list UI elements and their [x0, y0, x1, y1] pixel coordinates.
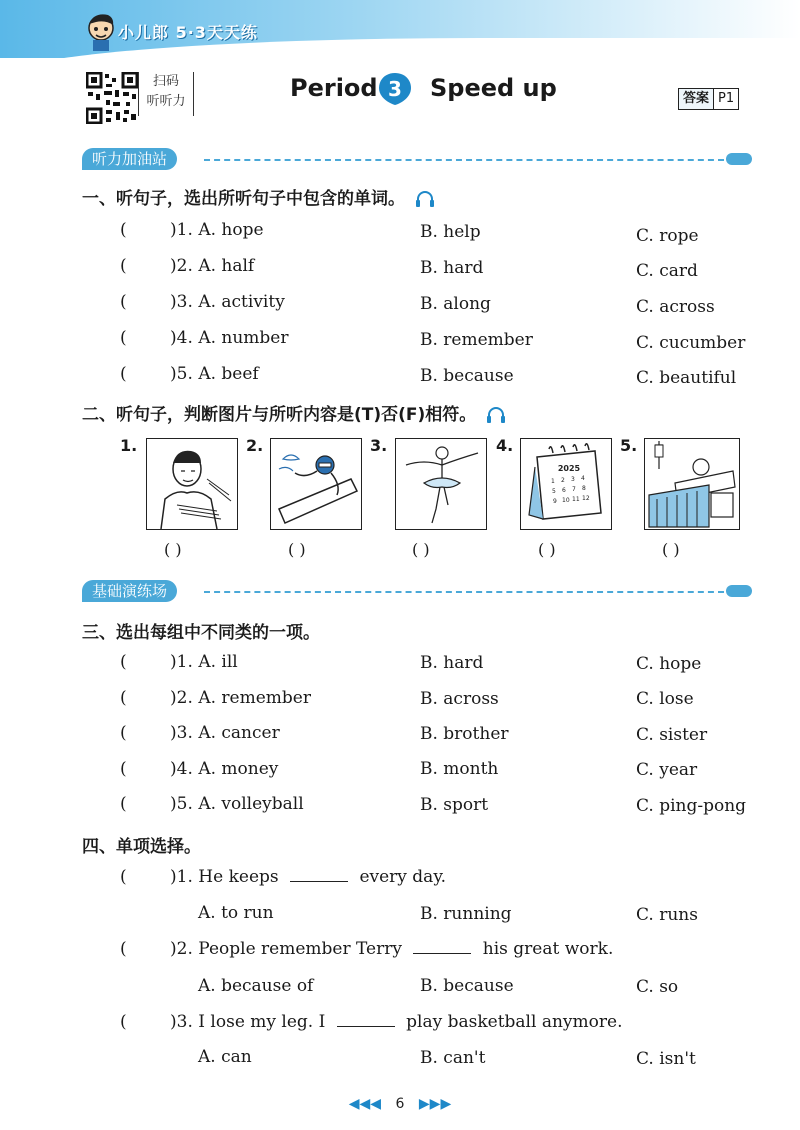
- svg-text:1: 1: [551, 478, 555, 485]
- answer-label: 答案: [679, 89, 714, 109]
- option-c: C. year: [636, 760, 698, 780]
- question-text-start: )1. He keeps: [170, 867, 279, 887]
- part3-row-1: [120, 652, 238, 672]
- picture-man-weaving: [146, 438, 238, 530]
- option-c: C. ping-pong: [636, 796, 747, 816]
- answer-paren[interactable]: (: [120, 220, 127, 240]
- period-number-badge: [378, 72, 412, 106]
- section-label-listening: 听力加油站: [82, 148, 177, 170]
- part1-row-2: [120, 256, 254, 276]
- part3-title: 三、选出每组中不同类的一项。: [82, 623, 320, 643]
- question-text-end: every day.: [359, 867, 447, 887]
- headphones-icon[interactable]: [486, 406, 506, 424]
- answer-tag[interactable]: [678, 88, 739, 110]
- picture-number: 3.: [370, 436, 388, 455]
- svg-text:11: 11: [572, 496, 580, 503]
- picture-swimmer: [270, 438, 362, 530]
- answer-paren[interactable]: (: [120, 867, 127, 887]
- question-text-start: )2. People remember Terry: [170, 939, 402, 959]
- picture-patient-in-bed: [644, 438, 740, 530]
- picture-calendar: [520, 438, 612, 530]
- option-c: C. runs: [636, 905, 698, 925]
- picture-number: 1.: [120, 436, 138, 455]
- part1-row-4: [120, 328, 288, 348]
- item-number: )3.: [170, 723, 193, 743]
- qr-label-line1: 扫码: [152, 74, 179, 89]
- judge-answer-box[interactable]: ( ): [164, 540, 182, 559]
- page-title-right: Speed up: [430, 74, 557, 102]
- svg-text:9: 9: [553, 498, 557, 505]
- part2-title: [82, 400, 506, 425]
- item-number: )1.: [170, 220, 193, 240]
- answer-paren[interactable]: (: [120, 256, 127, 276]
- svg-text:8: 8: [582, 485, 586, 492]
- headphones-icon[interactable]: [415, 190, 435, 208]
- question-text-end: play basketball anymore.: [406, 1012, 623, 1032]
- option-c: C. lose: [636, 689, 694, 709]
- answer-paren[interactable]: (: [120, 759, 127, 779]
- option-b: B. brother: [420, 724, 509, 744]
- part2-title-text: 二、听句子，判断图片与所听内容是(T)否(F)相符。: [82, 405, 477, 425]
- picture-number: 2.: [246, 436, 264, 455]
- option-b: B. hard: [420, 653, 484, 673]
- option-a: A. number: [198, 328, 289, 348]
- option-c: C. sister: [636, 725, 708, 745]
- option-c: C. so: [636, 977, 679, 997]
- svg-text:7: 7: [572, 486, 576, 493]
- option-c: C. across: [636, 297, 715, 317]
- blank-line[interactable]: [413, 953, 471, 954]
- option-b: B. can't: [420, 1048, 486, 1068]
- section-banner-listening: [82, 148, 752, 172]
- svg-text:10: 10: [562, 497, 570, 504]
- option-a: A. money: [198, 759, 279, 779]
- banner-dash: [204, 591, 724, 593]
- part1-row-3: [120, 292, 285, 312]
- picture-ballet-dancer: [395, 438, 487, 530]
- option-a: A. activity: [198, 292, 285, 312]
- option-b: B. hard: [420, 258, 484, 278]
- option-c: C. beautiful: [636, 368, 737, 388]
- option-b: B. sport: [420, 795, 489, 815]
- part4-question-1: [120, 867, 446, 887]
- banner-dash: [204, 159, 724, 161]
- page-footer: [0, 1096, 800, 1112]
- option-c: C. cucumber: [636, 333, 746, 353]
- part3-row-4: [120, 759, 278, 779]
- next-arrows-icon: ▶▶▶: [418, 1096, 452, 1112]
- judge-answer-box[interactable]: ( ): [538, 540, 556, 559]
- item-number: )2.: [170, 256, 193, 276]
- part4-question-3: [120, 1012, 622, 1032]
- picture-number: 4.: [496, 436, 514, 455]
- option-a: A. because of: [198, 976, 314, 996]
- page-number: 6: [395, 1096, 405, 1112]
- qr-label: [138, 72, 194, 116]
- option-c: C. rope: [636, 226, 699, 246]
- answer-paren[interactable]: (: [120, 1012, 127, 1032]
- pencil-icon: [726, 585, 752, 597]
- item-number: )5.: [170, 364, 193, 384]
- option-c: C. card: [636, 261, 698, 281]
- qr-code-icon[interactable]: [86, 72, 138, 124]
- section-label-basics: 基础演练场: [82, 580, 177, 602]
- option-b: B. because: [420, 976, 514, 996]
- question-text-end: his great work.: [482, 939, 614, 959]
- answer-page: P1: [718, 91, 735, 106]
- qr-label-line2: 听听力: [146, 94, 186, 109]
- option-a: A. to run: [198, 903, 274, 923]
- item-number: )3.: [170, 292, 193, 312]
- svg-text:6: 6: [562, 487, 566, 494]
- mascot-icon: [84, 12, 118, 52]
- blank-line[interactable]: [337, 1026, 395, 1027]
- judge-answer-box[interactable]: ( ): [662, 540, 680, 559]
- section-banner-basics: [82, 580, 752, 604]
- option-b: B. because: [420, 366, 514, 386]
- item-number: )1.: [170, 652, 193, 672]
- svg-text:2: 2: [561, 477, 565, 484]
- item-number: )4.: [170, 759, 193, 779]
- part4-title: 四、单项选择。: [82, 837, 201, 857]
- option-a: A. ill: [198, 652, 238, 672]
- judge-answer-box[interactable]: ( ): [288, 540, 306, 559]
- part3-row-3: [120, 723, 280, 743]
- option-a: A. half: [198, 256, 255, 276]
- part3-row-2: [120, 688, 311, 708]
- calendar-year: 2025: [557, 464, 581, 473]
- item-number: )4.: [170, 328, 193, 348]
- part1-title: [82, 184, 435, 209]
- option-a: A. can: [198, 1047, 252, 1067]
- svg-text:3: 3: [571, 476, 575, 483]
- page-title-left: Period: [290, 74, 378, 102]
- svg-text:5: 5: [552, 488, 556, 495]
- answer-paren[interactable]: (: [120, 794, 127, 814]
- prev-arrows-icon: ◀◀◀: [348, 1096, 382, 1112]
- answer-paren[interactable]: (: [120, 364, 127, 384]
- option-a: A. remember: [198, 688, 311, 708]
- option-b: B. across: [420, 689, 499, 709]
- part3-row-5: [120, 794, 304, 814]
- judge-answer-box[interactable]: ( ): [412, 540, 430, 559]
- option-a: A. hope: [198, 220, 264, 240]
- answer-paren[interactable]: (: [120, 652, 127, 672]
- svg-text:4: 4: [581, 475, 585, 482]
- answer-paren[interactable]: (: [120, 292, 127, 312]
- answer-paren[interactable]: (: [120, 688, 127, 708]
- option-b: B. month: [420, 759, 499, 779]
- svg-text:12: 12: [582, 495, 590, 502]
- option-b: B. along: [420, 294, 491, 314]
- period-number: 3: [388, 77, 402, 101]
- answer-paren[interactable]: (: [120, 939, 127, 959]
- blank-line[interactable]: [290, 881, 348, 882]
- option-b: B. running: [420, 904, 512, 924]
- item-number: )2.: [170, 688, 193, 708]
- part4-question-2: [120, 939, 613, 959]
- option-b: B. help: [420, 222, 481, 242]
- brand-title: 小儿郎 5·3天天练: [118, 23, 258, 42]
- pencil-icon: [726, 153, 752, 165]
- option-a: A. cancer: [198, 723, 280, 743]
- item-number: )5.: [170, 794, 193, 814]
- answer-paren[interactable]: (: [120, 723, 127, 743]
- option-b: B. remember: [420, 330, 533, 350]
- option-c: C. isn't: [636, 1049, 696, 1069]
- option-a: A. beef: [198, 364, 259, 384]
- part1-title-text: 一、听句子，选出所听句子中包含的单词。: [82, 189, 405, 209]
- part1-row-5: [120, 364, 259, 384]
- picture-number: 5.: [620, 436, 638, 455]
- option-a: A. volleyball: [198, 794, 304, 814]
- question-text-start: )3. I lose my leg. I: [170, 1012, 326, 1032]
- part1-row-1: [120, 220, 264, 240]
- option-c: C. hope: [636, 654, 702, 674]
- answer-paren[interactable]: (: [120, 328, 127, 348]
